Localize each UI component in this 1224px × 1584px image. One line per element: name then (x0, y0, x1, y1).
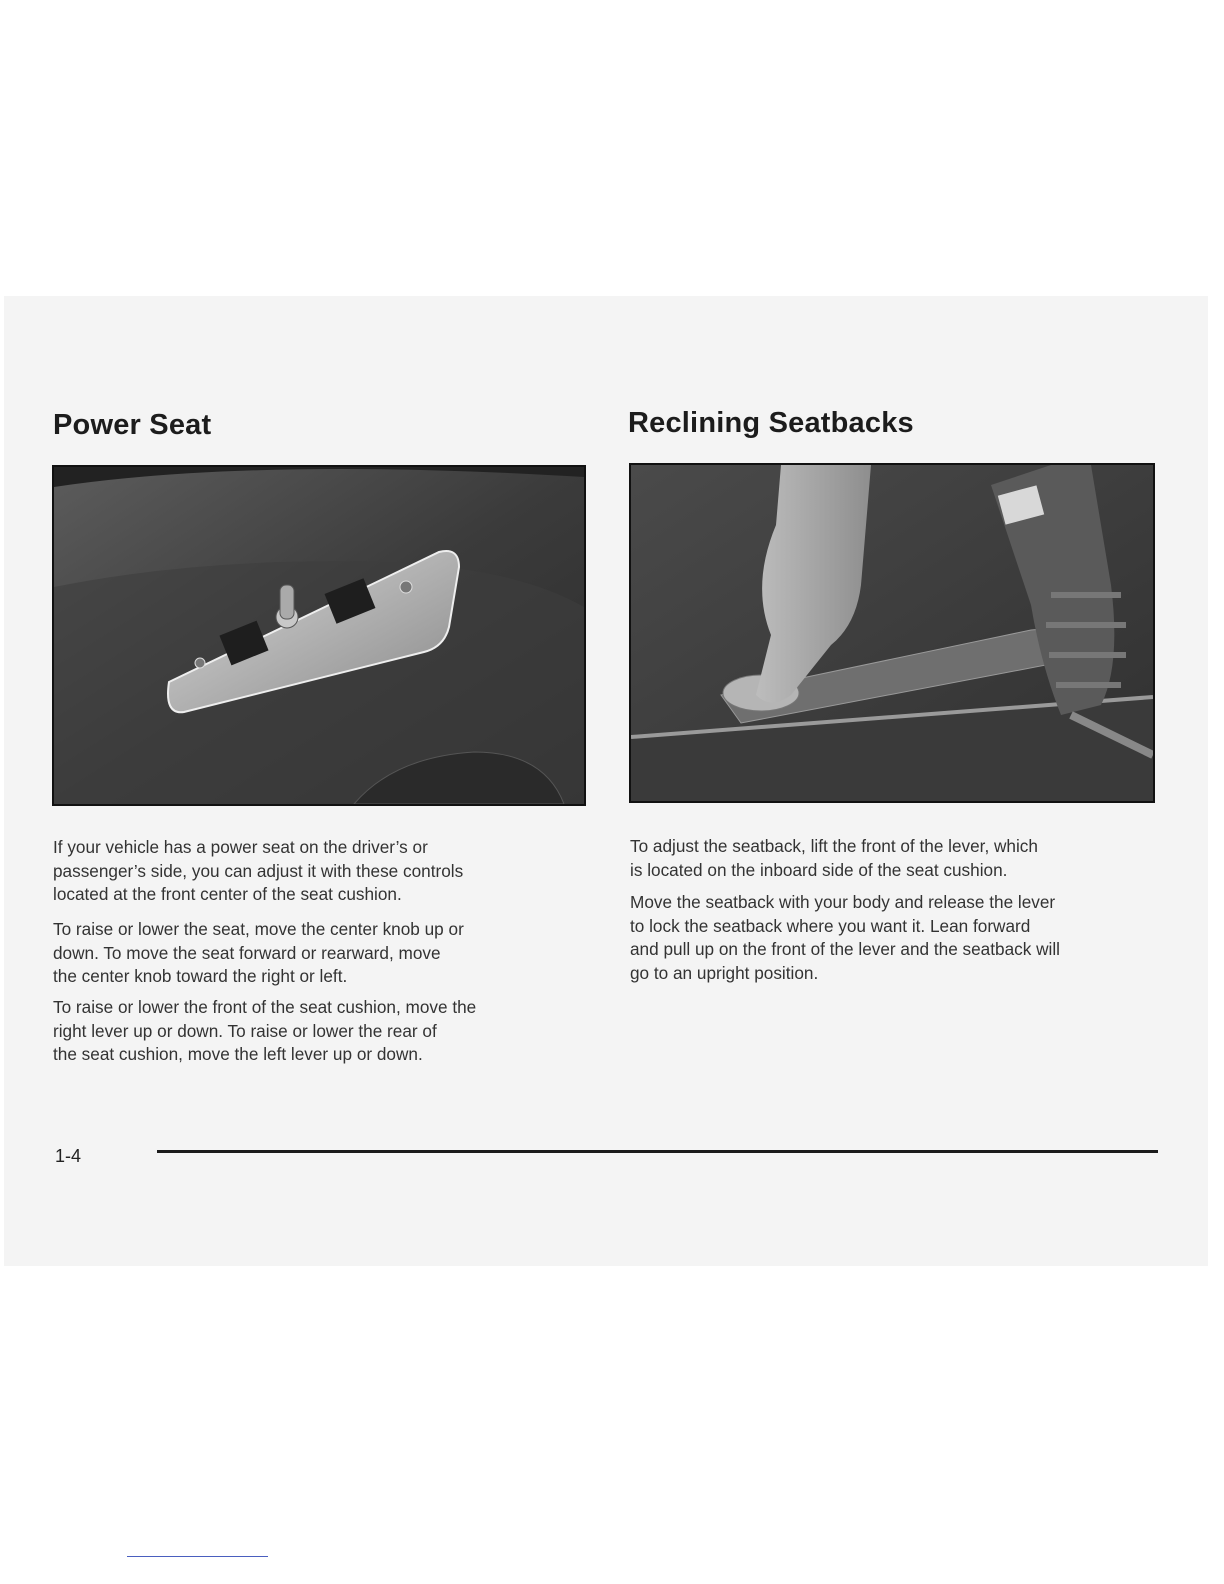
power-seat-paragraph-3: To raise or lower the front of the seat cushion, move the right lever up or down. To raise or lower the rear of the seat cushion, move the left lever up or down. (53, 997, 477, 1064)
power-seat-heading: Power Seat (53, 409, 212, 441)
power-seat-controls-illustration (54, 467, 584, 804)
power-seat-paragraph-1: If your vehicle has a power seat on the driver’s or passenger’s side, you can adjust it with these controls located at the front center of the seat cushion. (53, 837, 464, 904)
footer-rule (157, 1150, 1158, 1153)
reclining-paragraph-2: Move the seatback with your body and release the lever to lock the seatback where you want it. Lean forward and pull up on the front of the lever and the seatback will go to an upright position. (630, 892, 1060, 983)
reclining-lever-illustration (631, 465, 1153, 801)
reclining-seatback-lever-photo (629, 463, 1155, 803)
bottom-underline-divider (127, 1556, 268, 1557)
reclining-seatbacks-heading: Reclining Seatbacks (628, 407, 914, 439)
power-seat-paragraph-2: To raise or lower the seat, move the center knob up or down. To move the seat forward or rearward, move the center knob toward the right or left. (53, 919, 464, 986)
reclining-paragraph-1: To adjust the seatback, lift the front of the lever, which is located on the inboard side of the seat cushion. (630, 836, 1038, 880)
power-seat-controls-photo (52, 465, 586, 806)
page-number: 1-4 (55, 1146, 82, 1166)
